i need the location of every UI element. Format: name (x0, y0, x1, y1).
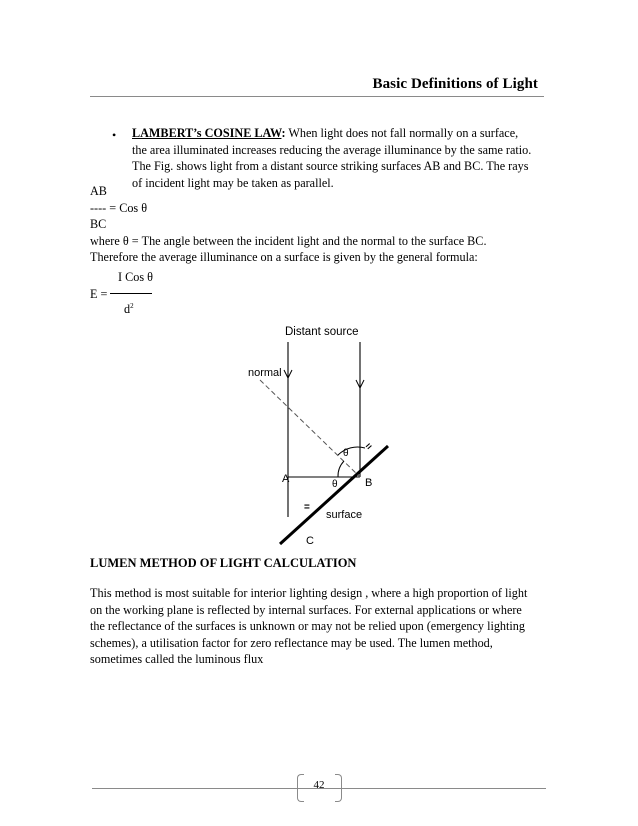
normal-line (260, 380, 360, 477)
angle-arc-lower (338, 461, 344, 477)
page-header-title: Basic Definitions of Light (372, 76, 538, 92)
point-b-label: B (365, 477, 373, 489)
right-angle-mark-lower: = (304, 502, 310, 513)
lumen-line-1: This method is most suitable for interior lighting design , where a high proportion of light (90, 586, 528, 600)
ratio-denominator: BC (90, 217, 107, 231)
formula-denominator (124, 302, 134, 317)
normal-label: normal (248, 367, 282, 379)
formula-exponent: 2 (130, 302, 134, 310)
footer-bracket-left (297, 774, 304, 802)
lambert-paragraph (132, 125, 542, 191)
point-a-label: A (282, 473, 290, 485)
lumen-line-4: schemes), a utilisation factor for zero reflectance may be used. The lumen method, (90, 635, 493, 650)
right-angle-mark-upper: = (363, 440, 376, 453)
lambert-line-1 (132, 125, 542, 142)
explanation-line-2: Therefore the average illuminance on a surface is given by the general formula: (90, 250, 478, 264)
ratio-numerator: AB (90, 184, 107, 198)
surface-label: surface (326, 509, 363, 521)
lambert-cosine-figure (240, 318, 410, 550)
lumen-line-5: sometimes called the luminous flux (90, 652, 264, 666)
formula-numerator: I Cos θ (118, 270, 153, 284)
lumen-paragraph (90, 585, 545, 668)
lambert-line-3: The Fig. shows light from a distant source striking surfaces AB and BC. The rays (132, 159, 529, 173)
theta-lower-label: θ (332, 479, 338, 490)
lumen-line-3: the reflectance of the surfaces is unknown or may not be relied upon (emergency lighting (90, 619, 525, 633)
lambert-law-label: LAMBERT’s COSINE LAW (132, 126, 282, 140)
lambert-colon: : (281, 126, 286, 140)
surface-bc (280, 446, 388, 544)
page-number: 42 (313, 779, 325, 791)
point-c-label: C (306, 535, 314, 547)
ratio-equation: ---- = Cos θ (90, 200, 148, 215)
bullet-marker: • (112, 128, 117, 142)
lambert-line-2: the area illuminated increases reducing the average illuminance by the same ratio. (132, 142, 532, 157)
figure-title: Distant source (285, 326, 359, 338)
ratio-block (90, 183, 550, 266)
theta-upper-label: θ (343, 448, 349, 459)
header-divider (90, 96, 544, 97)
footer-bracket-right (335, 774, 342, 802)
lambert-line-4: of incident light may be taken as parallel. (132, 175, 334, 190)
formula-denominator-base: d (124, 302, 131, 316)
lumen-method-heading: LUMEN METHOD OF LIGHT CALCULATION (90, 556, 357, 570)
lambert-text-1: When light does not fall normally on a surface, (285, 126, 519, 140)
formula-fraction-bar (110, 293, 152, 294)
lumen-line-2: on the working plane is reflected by internal surfaces. For external applications or where (90, 602, 522, 617)
explanation-line-1: where θ = The angle between the incident light and the normal to the surface BC. (90, 233, 487, 248)
formula-lhs: E = (90, 287, 108, 301)
